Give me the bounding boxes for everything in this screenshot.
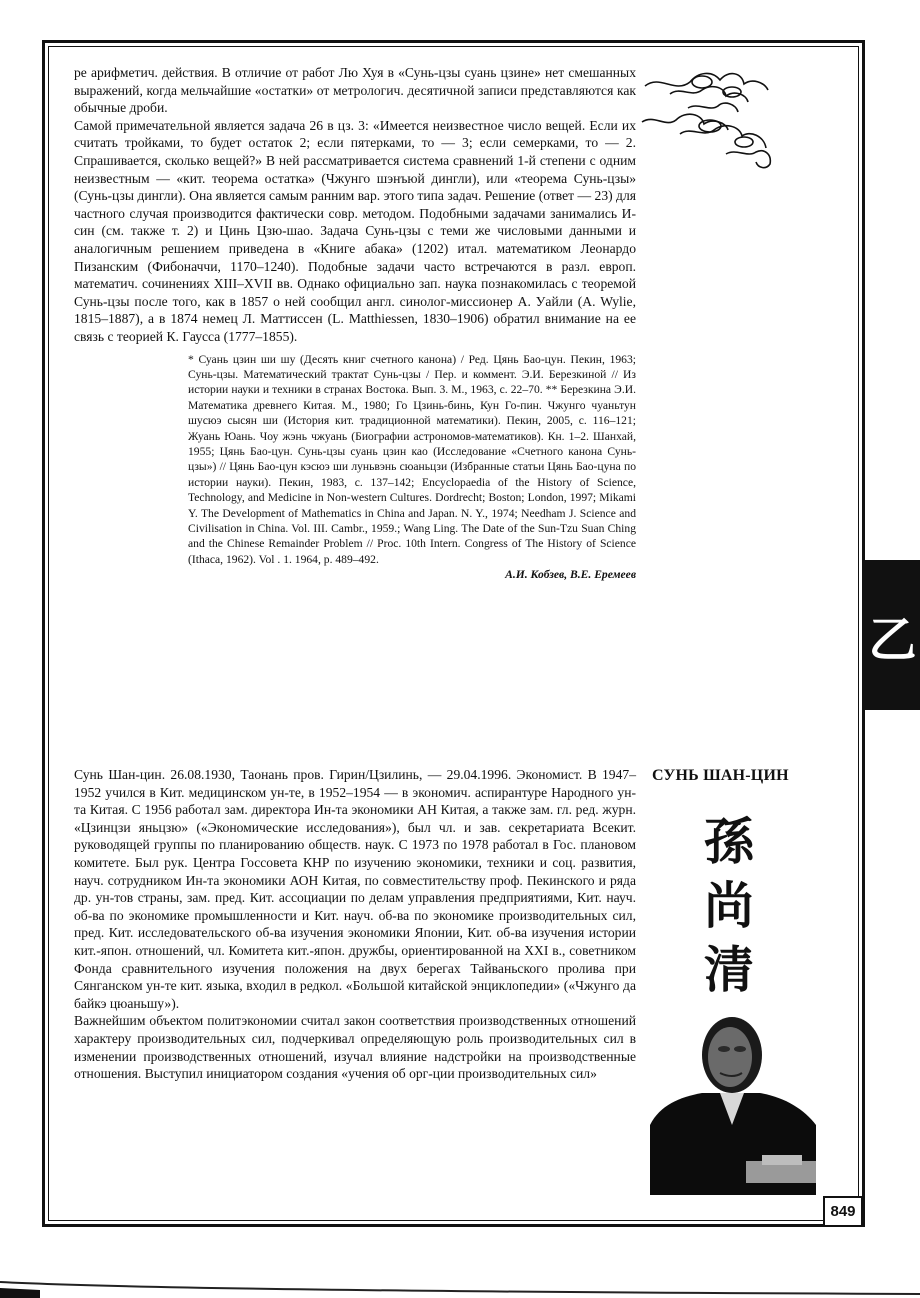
entry-paragraph: Важнейшим объектом политэкономии считал закон соответствия производственных отношений характеру производительных сил, подчеркивал определяющую роль производительных сил в изменении производственных отношений, изучал влияние надстройки на производственные отношения. Выступил инициатором создания «учения об орг-ции производительных сил» (74, 1013, 636, 1082)
entry-paragraph: Сунь Шан-цин. 26.08.1930, Таонань пров. Гирин/Цзилинь, — 29.04.1996. Экономист. В 1947–1952 учился в Кит. медицинском ун-те, в 1952–1954 — в экономич. аспирантуре Народного ун-та Китая. С 1956 работал зам. директора Ин-та экономики АН Китая, а также зам. гл. ред. журн. «Цзинцзи яньцзю» («Экономические исследования»), был чл. и зав. секретариата Всекит. руководящей группы по планированию обществ. наук. С 1973 по 1978 работал в Гос. плановом комитете. Был рук. Центра Госсовета КНР по изучению экономики, техники и соц. развития, науч. сотрудником Ин-та экономики АОН Китая, по совместительству проф. Пекинского и ряда др. ун-тов страны, зам. пред. Кит. ассоциации по делам управления предприятиями, Кит. науч. об-ва по экономике промышленности и Кит. науч. об-ва по экономике производительных сил, пред. Кит. исследовательского об-ва изучения экономики Японии, Кит. об-ва изучения истории кит.-япон. отношений, чл. Комитета кит.-япон. дружбы, ориентированной на XXI в., советником Фонда сравнительного изучения положения на двух берегах Тайваньского пролива при Сянганском ун-те кит. языка, входил в редкол. «Большой китайской энциклопедии» («Чжунго да байкэ цюаньшу»). (74, 767, 636, 1011)
page-edge-shadow (0, 1270, 920, 1298)
cloud-ornament-icon (640, 64, 780, 184)
references (188, 352, 636, 583)
portrait-photo-icon (650, 1005, 816, 1195)
article-paragraph: Самой примечательной является задача 26 в цз. 3: «Имеется неизвестное число вещей. Если их считать тройками, то будет остаток 2; если пятерками, то — 3; если семерками, то — 2. Спрашивается, сколько вещей?» В ней рассматривается система сравнений 1-й степени с одним неизвестным — «кит. теорема остатка» (Чжунго шэнъюй дингли), или «теорема Сунь-цзы» (Сунь-цзы дингли). Она является самым ранним вар. этого типа задач. Решение (ответ — 23) для частного случая производится фактически совр. методом. Подобными задачами занимались И-син (см. также т. 2) и Цинь Цзю-шао. Задача Сунь-цзы с теми же числовыми данными и аналогичным решением приведена в «Книге абака» (1202) итал. математиком Леонардо Пизанским (Фибоначчи, 1170–1240). Подобные задачи часто встречаются в разл. европ. математич. сочинениях XIII–XVII вв. Однако официально зап. наука познакомилась с теоремой Сунь-цзы после того, как в 1857 о ней сообщил англ. синолог-миссионер А. Уайли (A. Wylie, 1815–1887), а в 1874 немец Л. Маттиссен (L. Matthiessen, 1830–1906) обратил внимание на ее связь с теорией К. Гаусса (1777–1855). (74, 117, 636, 344)
entry-heading: СУНЬ ШАН-ЦИН (652, 767, 789, 784)
top-article (74, 64, 636, 583)
article-paragraph: ре арифметич. действия. В отличие от работ Лю Хуя в «Сунь-цзы суань цзине» нет смешанных выражений, когда мельчайшие «остатки» от метрологич. десятичной записи представляются как обычные дроби. (74, 65, 636, 116)
references-text: * Суань цзин ши шу (Десять книг счетного канона) / Ред. Цянь Бао-цун. Пекин, 1963; Сунь-цзы. Математический трактат Сунь-цзы / Пер. и коммент. Э.И. Березкиной // Из истории науки и техники в странах Востока. Вып. 3. М., 1963, с. 22–70. ** Березкина Э.И. Математика древнего Китая. М., 1980; Го Цзинь-бинь, Кун Го-пин. Чжунго чуаньтун шусюэ сысян ши (История кит. традиционной математики). Пекин, 2005, с. 116–121; Жуань Юань. Чоу жэнь чжуань (Биографии астрономов-математиков). Кн. 1–2. Шанхай, 1955; Цянь Бао-цун. Сунь-цзы суань цзин као (Исследование «Счетного канона Сунь-цзы») // Цянь Бао-цун кэсюэ ши луньвэнь сюаньцзи (Избранные статьи Цянь Бао-цуна по истории науки). Пекин, 1983, с. 137–142; Encyclopaedia of the History of Science, Technology, and Medicine in Non-western Cultures. Dordrecht; Boston; London, 1997; Mikami Y. The Development of Mathematics in China and Japan. N. Y., 1974; Needham J. Science and Civilisation in China. Vol. III. Cambr., 1959.; Wang Ling. The Date of the Sun-Tzu Suan Ching and the Chinese Remainder Problem // Proc. 10th Intern. Congress of The History of Science (Ithaca, 1962). Vol . 1. 1964, p. 489–492. (188, 352, 636, 566)
page-number: 849 (823, 1196, 863, 1227)
thumb-index-tab (865, 560, 920, 710)
thumb-tab-letter: 乙 (868, 611, 917, 668)
hieroglyph: 孫 (704, 813, 754, 871)
entry-body (74, 766, 636, 1083)
hieroglyph: 清 (704, 941, 754, 999)
article-authors: А.И. Кобзев, В.Е. Еремеев (505, 568, 636, 582)
entry-hieroglyphs (694, 810, 764, 1002)
hieroglyph: 尚 (704, 877, 754, 935)
